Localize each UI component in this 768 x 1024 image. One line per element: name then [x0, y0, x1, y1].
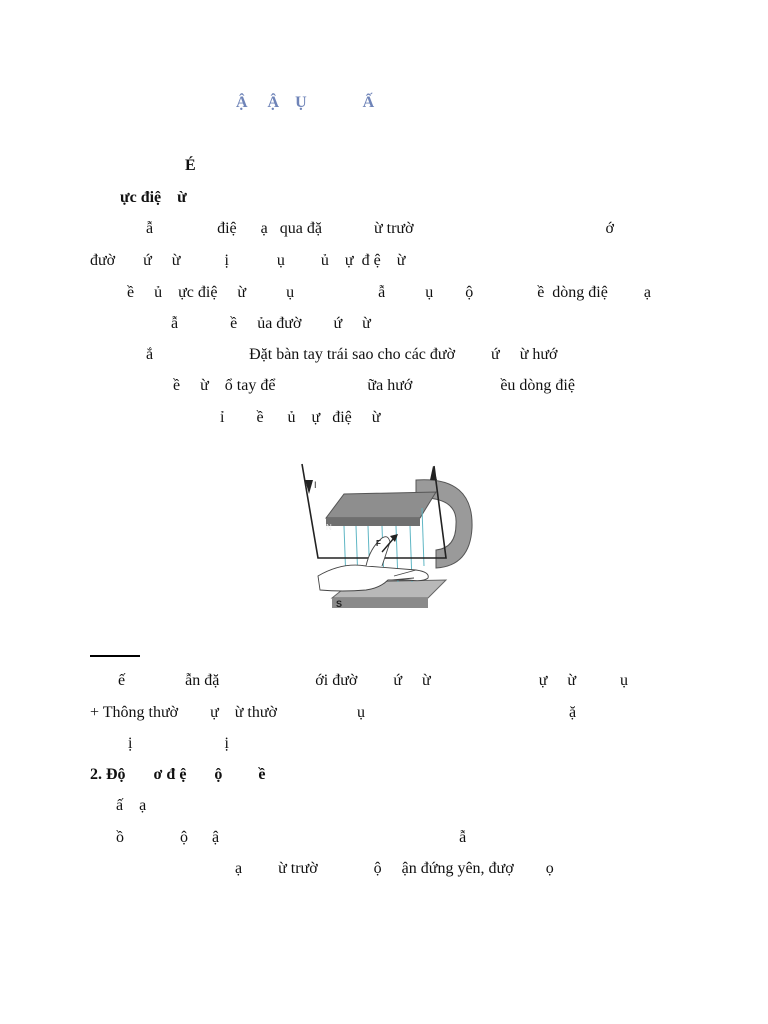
paragraph1-line5: ắ Đặt bàn tay trái sao cho các đườ ứ ừ hướ: [146, 346, 558, 363]
divider-rule: [90, 655, 140, 657]
note-line1: ế ẫn đặ ới đườ ứ ừ ự ừ ụ: [118, 672, 629, 689]
south-pole-label: S: [336, 599, 343, 609]
section2-line3: ạ ừ trườ ộ ận đứng yên, đượ ọ: [235, 860, 554, 877]
section2-title: 2. Độ ơ đ ệ ộ ề: [90, 766, 266, 783]
north-pole-label: N: [326, 523, 332, 532]
note-line3: ị ị: [128, 735, 229, 752]
paragraph1-line7: ỉ ề ủ ự điệ ừ: [220, 409, 381, 426]
force-label: F: [376, 539, 381, 548]
paragraph1-line1: ẫ điệ ạ qua đặ ừ trườ ớ: [146, 220, 614, 237]
note-line2: + Thông thườ ự ừ thườ ụ ặ: [90, 704, 577, 721]
paragraph1-line2: đườ ứ ừ ị ụ ủ ự đ ệ ừ: [90, 252, 406, 269]
paragraph1-line4: ẫ ề ủa đườ ứ ừ: [171, 315, 371, 332]
section2-line2: ồ ộ ậ ẫ: [116, 829, 467, 846]
paragraph1-line6: ề ừ ổ tay để ữa hướ ều dòng điệ: [173, 377, 575, 394]
section1-title: ực điệ ừ: [120, 189, 187, 206]
document-title: Ậ Ậ Ụ Ấ: [236, 94, 375, 111]
section2-line1: ấ ạ: [116, 797, 147, 814]
left-hand-rule-figure: [296, 458, 476, 618]
current-label: I: [314, 480, 317, 490]
paragraph1-line3: ề ủ ực điệ ừ ụ ẫ ụ ộ ề dòng điệ ạ: [127, 284, 651, 301]
heading-a: É: [185, 157, 196, 174]
